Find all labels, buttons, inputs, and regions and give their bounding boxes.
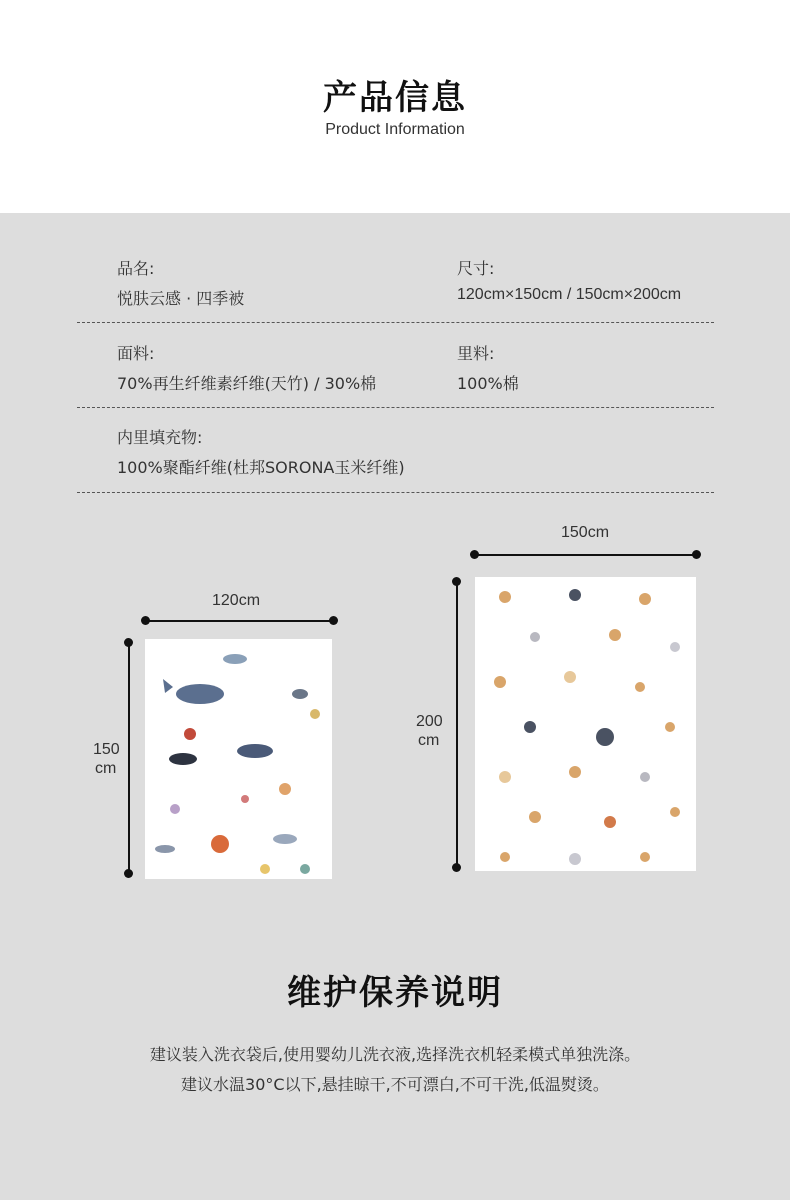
small-width-line bbox=[146, 620, 334, 622]
dimension-dot bbox=[124, 869, 133, 878]
small-height-line bbox=[128, 643, 130, 873]
lining-label: 里料: bbox=[457, 344, 495, 363]
divider bbox=[77, 322, 714, 323]
care-instruction-line: 建议水温30°C以下,悬挂晾干,不可漂白,不可干洗,低温熨烫。 bbox=[181, 1075, 609, 1094]
dimension-dot bbox=[452, 577, 461, 586]
dimension-dot bbox=[329, 616, 338, 625]
dimension-dot bbox=[470, 550, 479, 559]
dog-pattern-image bbox=[475, 577, 696, 871]
product-name-value: 悦肤云感 · 四季被 bbox=[117, 289, 245, 308]
dog-pattern-icon bbox=[494, 589, 680, 865]
size-value: 120cm×150cm / 150cm×200cm bbox=[457, 286, 682, 303]
large-width-line bbox=[474, 554, 696, 556]
divider bbox=[77, 492, 714, 493]
page-title: 产品信息 bbox=[323, 78, 467, 118]
dimension-dot bbox=[124, 638, 133, 647]
product-name-label: 品名: bbox=[117, 259, 155, 278]
ocean-pattern-image bbox=[145, 639, 332, 879]
size-label: 尺寸: bbox=[457, 259, 495, 278]
fabric-value: 70%再生纤维素纤维(天竹) / 30%棉 bbox=[117, 374, 377, 393]
care-instruction-line: 建议装入洗衣袋后,使用婴幼儿洗衣液,选择洗衣机轻柔模式单独洗涤。 bbox=[149, 1045, 641, 1064]
lining-value: 100%棉 bbox=[457, 374, 519, 393]
large-height-unit: cm bbox=[418, 732, 440, 749]
divider bbox=[77, 407, 714, 408]
page-subtitle: Product Information bbox=[325, 121, 465, 138]
care-title: 维护保养说明 bbox=[287, 973, 503, 1013]
filling-value: 100%聚酯纤维(杜邦SORONA玉米纤维) bbox=[117, 458, 405, 477]
large-height-number: 200 bbox=[416, 713, 443, 730]
small-width-label: 120cm bbox=[212, 592, 261, 609]
dimension-dot bbox=[141, 616, 150, 625]
ocean-pattern-icon bbox=[155, 654, 320, 874]
fabric-label: 面料: bbox=[117, 344, 155, 363]
large-height-line bbox=[456, 582, 458, 868]
filling-label: 内里填充物: bbox=[117, 428, 203, 447]
dimension-dot bbox=[452, 863, 461, 872]
large-width-label: 150cm bbox=[561, 524, 610, 541]
small-height-unit: cm bbox=[95, 760, 117, 777]
dimension-dot bbox=[692, 550, 701, 559]
header-section bbox=[0, 0, 790, 213]
small-height-number: 150 bbox=[93, 741, 120, 758]
